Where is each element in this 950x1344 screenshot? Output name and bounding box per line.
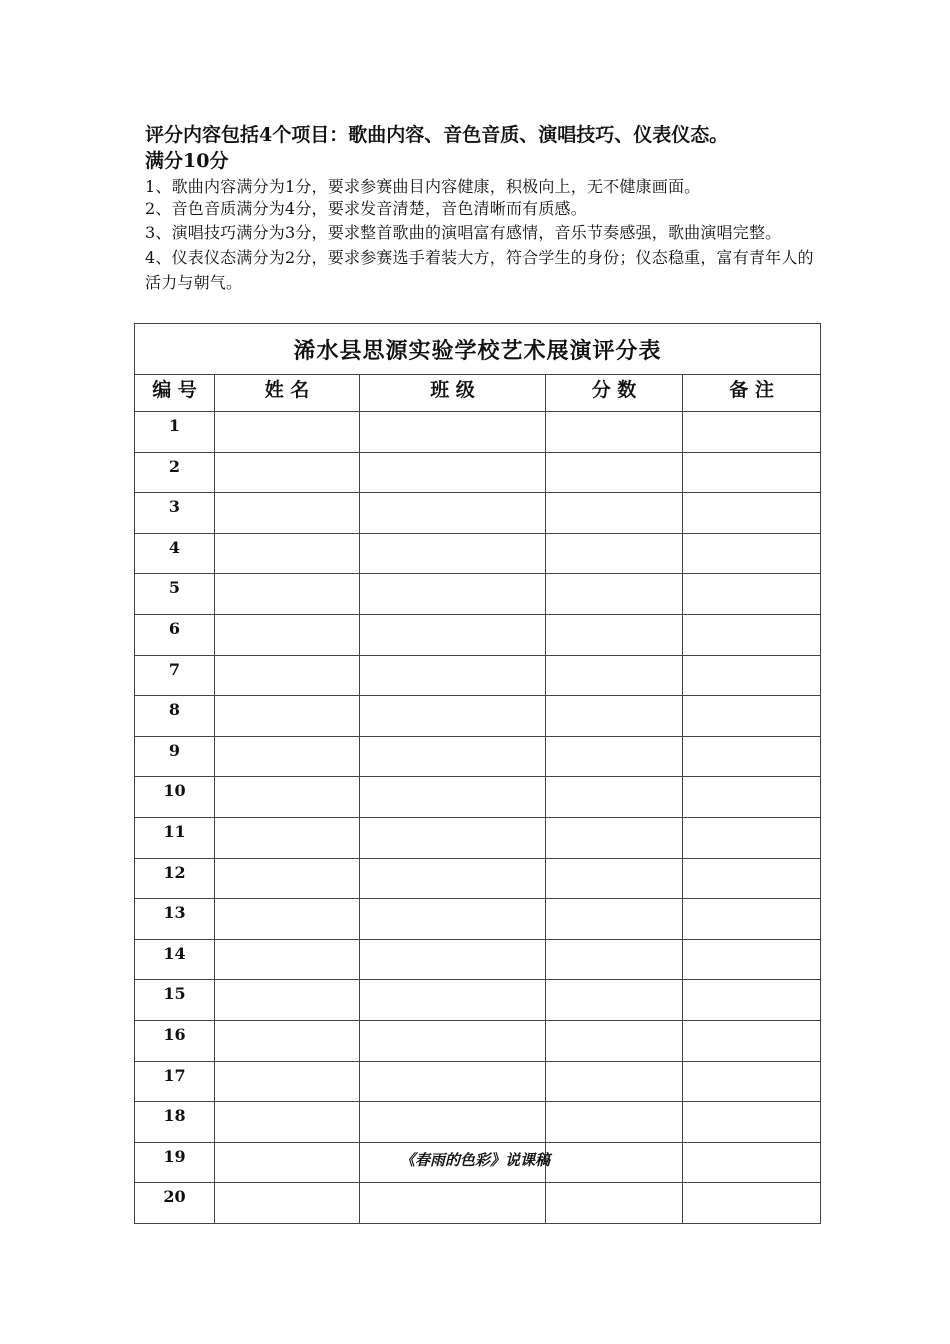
remarks-cell[interactable] [683, 1102, 821, 1143]
table-row [135, 939, 821, 980]
name-cell[interactable] [215, 614, 360, 655]
remarks-cell[interactable] [683, 777, 821, 818]
class-cell[interactable] [360, 980, 546, 1021]
instructions-heading [145, 122, 815, 174]
table-row [135, 858, 821, 899]
table-row [135, 412, 821, 453]
table-body [135, 412, 821, 1224]
row-number: 5 [135, 574, 215, 615]
score-cell[interactable] [546, 1061, 683, 1102]
score-cell[interactable] [546, 1102, 683, 1143]
class-cell[interactable] [360, 614, 546, 655]
row-number: 17 [135, 1061, 215, 1102]
name-cell[interactable] [215, 655, 360, 696]
remarks-cell[interactable] [683, 574, 821, 615]
score-cell[interactable] [546, 452, 683, 493]
class-cell[interactable] [360, 574, 546, 615]
remarks-cell[interactable] [683, 939, 821, 980]
name-cell[interactable] [215, 493, 360, 534]
name-cell[interactable] [215, 899, 360, 940]
class-cell[interactable] [360, 899, 546, 940]
table-row [135, 1020, 821, 1061]
rule-song-content: 1、歌曲内容满分为1分，要求参赛曲目内容健康，积极向上，无不健康画面。 [145, 177, 701, 196]
header-score: 分 数 [546, 375, 683, 412]
row-number: 9 [135, 736, 215, 777]
row-number: 13 [135, 899, 215, 940]
score-cell[interactable] [546, 1020, 683, 1061]
row-number: 18 [135, 1102, 215, 1143]
table-header-row [135, 375, 821, 412]
name-cell[interactable] [215, 858, 360, 899]
row-number: 1 [135, 412, 215, 453]
row-number: 11 [135, 817, 215, 858]
row-number: 4 [135, 533, 215, 574]
rule-timbre: 2、音色音质满分为4分，要求发音清楚，音色清晰而有质感。 [145, 199, 587, 218]
name-cell[interactable] [215, 736, 360, 777]
name-cell[interactable] [215, 452, 360, 493]
rule-singing-technique: 3、演唱技巧满分为3分，要求整首歌曲的演唱富有感情，音乐节奏感强，歌曲演唱完整。 [145, 223, 782, 242]
scoring-instructions [145, 122, 815, 295]
remarks-cell[interactable] [683, 817, 821, 858]
name-cell[interactable] [215, 777, 360, 818]
class-cell[interactable] [360, 412, 546, 453]
table-row [135, 899, 821, 940]
table-row [135, 696, 821, 737]
score-cell[interactable] [546, 655, 683, 696]
remarks-cell[interactable] [683, 858, 821, 899]
row-number: 16 [135, 1020, 215, 1061]
remarks-cell[interactable] [683, 614, 821, 655]
remarks-cell[interactable] [683, 412, 821, 453]
class-cell[interactable] [360, 1061, 546, 1102]
score-table [134, 323, 821, 1224]
row-number: 20 [135, 1183, 215, 1224]
score-cell[interactable] [546, 777, 683, 818]
remarks-cell[interactable] [683, 533, 821, 574]
remarks-cell[interactable] [683, 1020, 821, 1061]
table-row [135, 1061, 821, 1102]
remarks-cell[interactable] [683, 899, 821, 940]
row-number: 19 [135, 1142, 215, 1183]
class-cell[interactable] [360, 655, 546, 696]
score-cell[interactable] [546, 980, 683, 1021]
table-title: 浠水县思源实验学校艺术展演评分表 [135, 324, 821, 375]
remarks-cell[interactable] [683, 493, 821, 534]
name-cell[interactable] [215, 574, 360, 615]
row-number: 14 [135, 939, 215, 980]
remarks-cell[interactable] [683, 655, 821, 696]
instructions-heading-line1: 评分内容包括4个项目：歌曲内容、音色音质、演唱技巧、仪表仪态。 [145, 124, 729, 146]
remarks-cell[interactable] [683, 1183, 821, 1224]
header-remarks: 备 注 [683, 375, 821, 412]
row-number: 10 [135, 777, 215, 818]
row-number: 2 [135, 452, 215, 493]
table-row [135, 574, 821, 615]
score-cell[interactable] [546, 939, 683, 980]
class-cell[interactable] [360, 858, 546, 899]
name-cell[interactable] [215, 817, 360, 858]
name-cell[interactable] [215, 1102, 360, 1143]
class-cell[interactable] [360, 533, 546, 574]
row-number: 8 [135, 696, 215, 737]
class-cell[interactable] [360, 939, 546, 980]
name-cell[interactable] [215, 696, 360, 737]
table-row [135, 533, 821, 574]
score-cell[interactable] [546, 533, 683, 574]
table-row [135, 736, 821, 777]
name-cell[interactable] [215, 1061, 360, 1102]
score-cell[interactable] [546, 858, 683, 899]
class-cell[interactable] [360, 777, 546, 818]
class-cell[interactable] [360, 696, 546, 737]
row-number: 12 [135, 858, 215, 899]
score-cell[interactable] [546, 899, 683, 940]
class-cell[interactable] [360, 452, 546, 493]
table-row [135, 493, 821, 534]
class-cell[interactable] [360, 493, 546, 534]
remarks-cell[interactable] [683, 1061, 821, 1102]
score-cell[interactable] [546, 736, 683, 777]
row-number: 15 [135, 980, 215, 1021]
header-number: 编 号 [135, 375, 215, 412]
score-cell[interactable] [546, 493, 683, 534]
class-cell[interactable] [360, 736, 546, 777]
name-cell[interactable] [215, 1183, 360, 1224]
name-cell[interactable] [215, 533, 360, 574]
class-cell[interactable] [360, 1102, 546, 1143]
table-row [135, 452, 821, 493]
table-row [135, 1183, 821, 1224]
header-class: 班 级 [360, 375, 546, 412]
score-cell[interactable] [546, 696, 683, 737]
class-cell[interactable] [360, 1020, 546, 1061]
class-cell[interactable] [360, 1183, 546, 1224]
table-row [135, 614, 821, 655]
name-cell[interactable] [215, 939, 360, 980]
class-cell[interactable] [360, 817, 546, 858]
table-row [135, 1102, 821, 1143]
score-cell[interactable] [546, 614, 683, 655]
remarks-cell[interactable] [683, 980, 821, 1021]
table-row [135, 817, 821, 858]
table-row [135, 655, 821, 696]
name-cell[interactable] [215, 980, 360, 1021]
name-cell[interactable] [215, 1020, 360, 1061]
remarks-cell[interactable] [683, 696, 821, 737]
name-cell[interactable] [215, 412, 360, 453]
score-cell[interactable] [546, 412, 683, 453]
instructions-heading-line2: 满分10分 [145, 150, 229, 172]
table-row [135, 980, 821, 1021]
score-cell[interactable] [546, 574, 683, 615]
remarks-cell[interactable] [683, 736, 821, 777]
remarks-cell[interactable] [683, 452, 821, 493]
rule-appearance: 4、仪表仪态满分为2分，要求参赛选手着装大方，符合学生的身份；仪态稳重，富有青年人的活力与朝气。 [145, 248, 814, 292]
row-number: 7 [135, 655, 215, 696]
score-cell[interactable] [546, 817, 683, 858]
row-number: 3 [135, 493, 215, 534]
table-row [135, 777, 821, 818]
score-cell[interactable] [546, 1183, 683, 1224]
row-number: 6 [135, 614, 215, 655]
header-name: 姓 名 [215, 375, 360, 412]
footer-caption: 《春雨的色彩》说课稿 [399, 1151, 550, 1169]
